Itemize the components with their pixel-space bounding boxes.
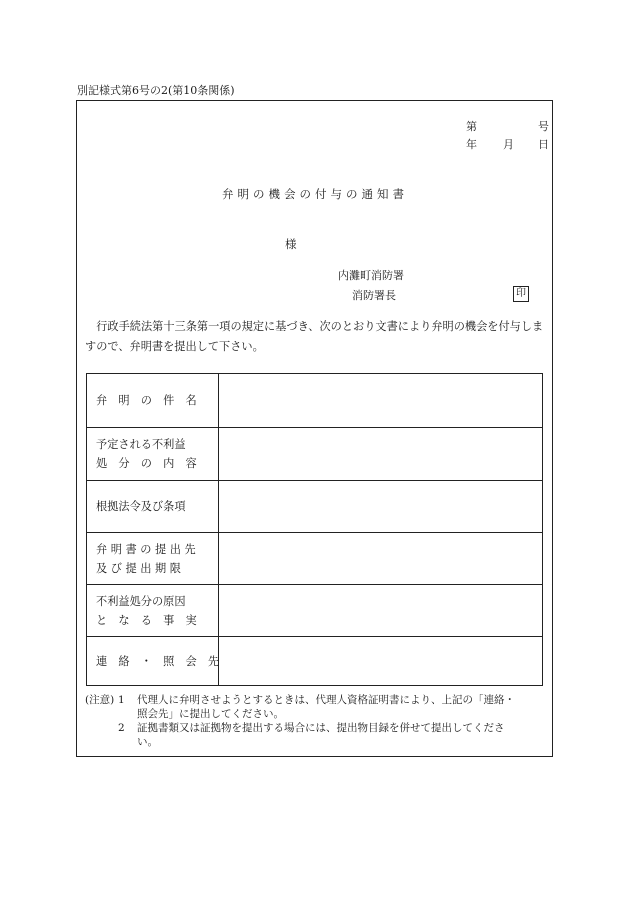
row-value-cell <box>219 585 542 636</box>
table-row <box>87 427 542 480</box>
table-row <box>87 532 542 584</box>
row-label <box>87 428 219 480</box>
row-label-line: 及 び 提 出 期 限 <box>96 561 181 575</box>
row-value-cell <box>219 533 542 584</box>
form-number-header: 別記様式第6号の2(第10条関係) <box>77 84 235 97</box>
issuer-organization: 内灘町消防署 <box>338 269 404 282</box>
issuer-title: 消防署長 <box>352 289 396 302</box>
note-text: 証拠書類又は証拠物を提出する場合には、提出物目録を併せて提出してくださ <box>137 722 505 734</box>
row-label <box>87 637 219 685</box>
row-value-cell <box>219 428 542 480</box>
number-label-gou: 号 <box>538 120 549 133</box>
seal-mark: 印 <box>513 286 529 302</box>
note-number: 1 <box>118 694 125 706</box>
row-label-line: 不利益処分の原因 <box>96 594 186 608</box>
note-number: 2 <box>118 722 125 734</box>
row-label-line: 弁 明 書 の 提 出 先 <box>96 542 196 556</box>
body-paragraph: 行政手続法第十三条第一項の規定に基づき、次のとおり文書により弁明の機会を付与しますので、弁明書を提出して下さい。 <box>85 320 544 353</box>
note-text: 代理人に弁明させようとするときは、代理人資格証明書により、上記の「連絡・ <box>137 694 515 706</box>
number-label-dai: 第 <box>466 120 477 133</box>
notes-prefix: (注意) <box>85 694 115 706</box>
row-label-line: 弁 明 の 件 名 <box>96 394 197 407</box>
row-value-cell <box>219 637 542 685</box>
date-label-year: 年 <box>466 138 477 151</box>
row-label-line: 予定される不利益 <box>96 438 186 451</box>
row-label <box>87 374 219 427</box>
note-text-continued: 照会先」に提出してください。 <box>137 707 284 720</box>
table-row <box>87 636 542 685</box>
date-label-day: 日 <box>538 138 549 151</box>
document-title: 弁明の機会の付与の通知書 <box>222 187 408 201</box>
row-label <box>87 533 219 584</box>
row-label <box>87 481 219 532</box>
table-row <box>87 374 542 427</box>
row-label-line: 連 絡 ・ 照 会 先 <box>96 654 220 668</box>
row-value-cell <box>219 374 542 427</box>
table-row <box>87 480 542 532</box>
row-label-line: 根拠法令及び条項 <box>96 500 186 513</box>
row-value-cell <box>219 481 542 532</box>
info-table <box>86 373 543 686</box>
date-label-month: 月 <box>503 138 514 151</box>
row-label-line: と な る 事 実 <box>96 613 197 627</box>
row-label-line: 処 分 の 内 容 <box>96 457 197 470</box>
row-label <box>87 585 219 636</box>
note-text-continued: い。 <box>137 735 158 748</box>
addressee-honorific: 様 <box>285 237 297 251</box>
table-row <box>87 584 542 636</box>
